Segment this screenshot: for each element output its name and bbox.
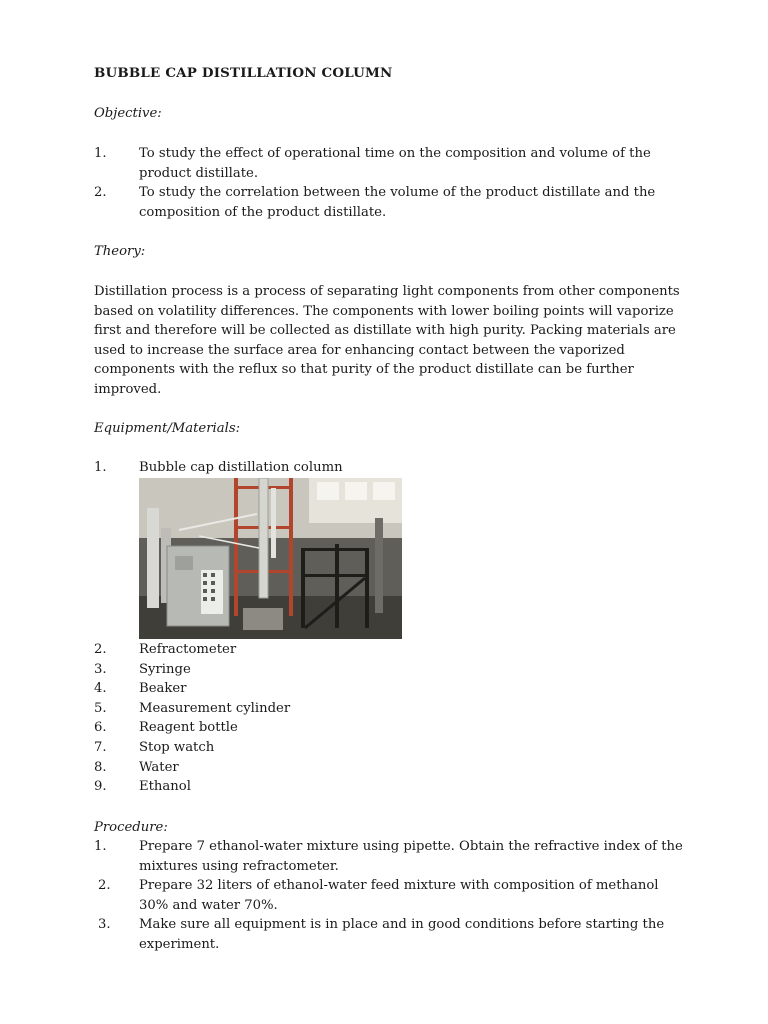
list-item	[94, 640, 684, 660]
item-number: 1.	[94, 460, 107, 475]
item-text: Beaker	[139, 681, 187, 697]
item-number: 1.	[94, 839, 107, 854]
list-item	[94, 679, 684, 699]
item-number: 3.	[98, 917, 111, 933]
list-item	[94, 718, 684, 738]
list-item	[94, 758, 684, 778]
document-title: BUBBLE CAP DISTILLATION COLUMN	[94, 65, 393, 81]
list-item	[94, 660, 684, 680]
equipment-first-item	[94, 458, 684, 478]
list-item	[94, 738, 684, 758]
distillation-column-photo	[139, 478, 402, 639]
list-item	[94, 837, 684, 876]
list-item	[94, 144, 684, 183]
item-text: Reagent bottle	[139, 720, 238, 736]
procedure-heading: Procedure:	[94, 820, 168, 835]
procedure-list	[94, 837, 684, 955]
item-text: To study the correlation between the volume of the product distillate and the composition of the product distillate.	[139, 185, 656, 220]
item-text: Refractometer	[139, 642, 237, 657]
list-item	[94, 699, 684, 719]
equipment-list	[94, 640, 684, 797]
distillation-column-illustration	[139, 478, 402, 639]
objective-heading: Objective:	[94, 106, 162, 121]
item-text: Syringe	[139, 661, 191, 677]
item-text: To study the effect of operational time on the composition and volume of the product distillate.	[139, 146, 651, 181]
theory-heading: Theory:	[94, 244, 146, 259]
list-item	[94, 458, 684, 478]
item-text: Prepare 7 ethanol-water mixture using pipette. Obtain the refractive index of the mixtures using refractometer.	[139, 839, 683, 874]
item-number: 8.	[94, 759, 107, 775]
item-text: Make sure all equipment is in place and in good conditions before starting the experiment.	[139, 917, 665, 952]
item-number: 5.	[94, 700, 107, 716]
item-text: Measurement cylinder	[139, 700, 291, 716]
list-item	[94, 876, 684, 915]
item-text: Prepare 32 liters of ethanol-water feed mixture with composition of methanol 30% and water 70%.	[139, 878, 659, 913]
list-item	[94, 915, 684, 954]
item-text: Bubble cap distillation column	[139, 460, 343, 475]
item-number: 2.	[98, 878, 111, 894]
item-number: 2.	[94, 185, 107, 201]
item-number: 3.	[94, 661, 107, 677]
item-number: 9.	[94, 779, 107, 795]
list-item	[94, 183, 684, 222]
item-text: Stop watch	[139, 739, 215, 755]
item-number: 6.	[94, 720, 107, 736]
objective-list	[94, 144, 684, 222]
theory-paragraph: Distillation process is a process of separating light components from other components based on volatility differences. The components with lower boiling points will vaporize first and therefore will be collected as distillate with high purity. Packing materials are used to increase the surface area for enhancing contact between the vaporized components with the reflux so that purity of the product distillate can be further improved.	[94, 284, 680, 397]
equipment-heading: Equipment/Materials:	[94, 421, 241, 436]
item-text: Ethanol	[139, 779, 191, 795]
item-number: 1.	[94, 146, 107, 161]
item-number: 2.	[94, 642, 107, 657]
list-item	[94, 777, 684, 797]
item-text: Water	[139, 759, 179, 775]
item-number: 7.	[94, 739, 107, 755]
item-number: 4.	[94, 681, 107, 697]
